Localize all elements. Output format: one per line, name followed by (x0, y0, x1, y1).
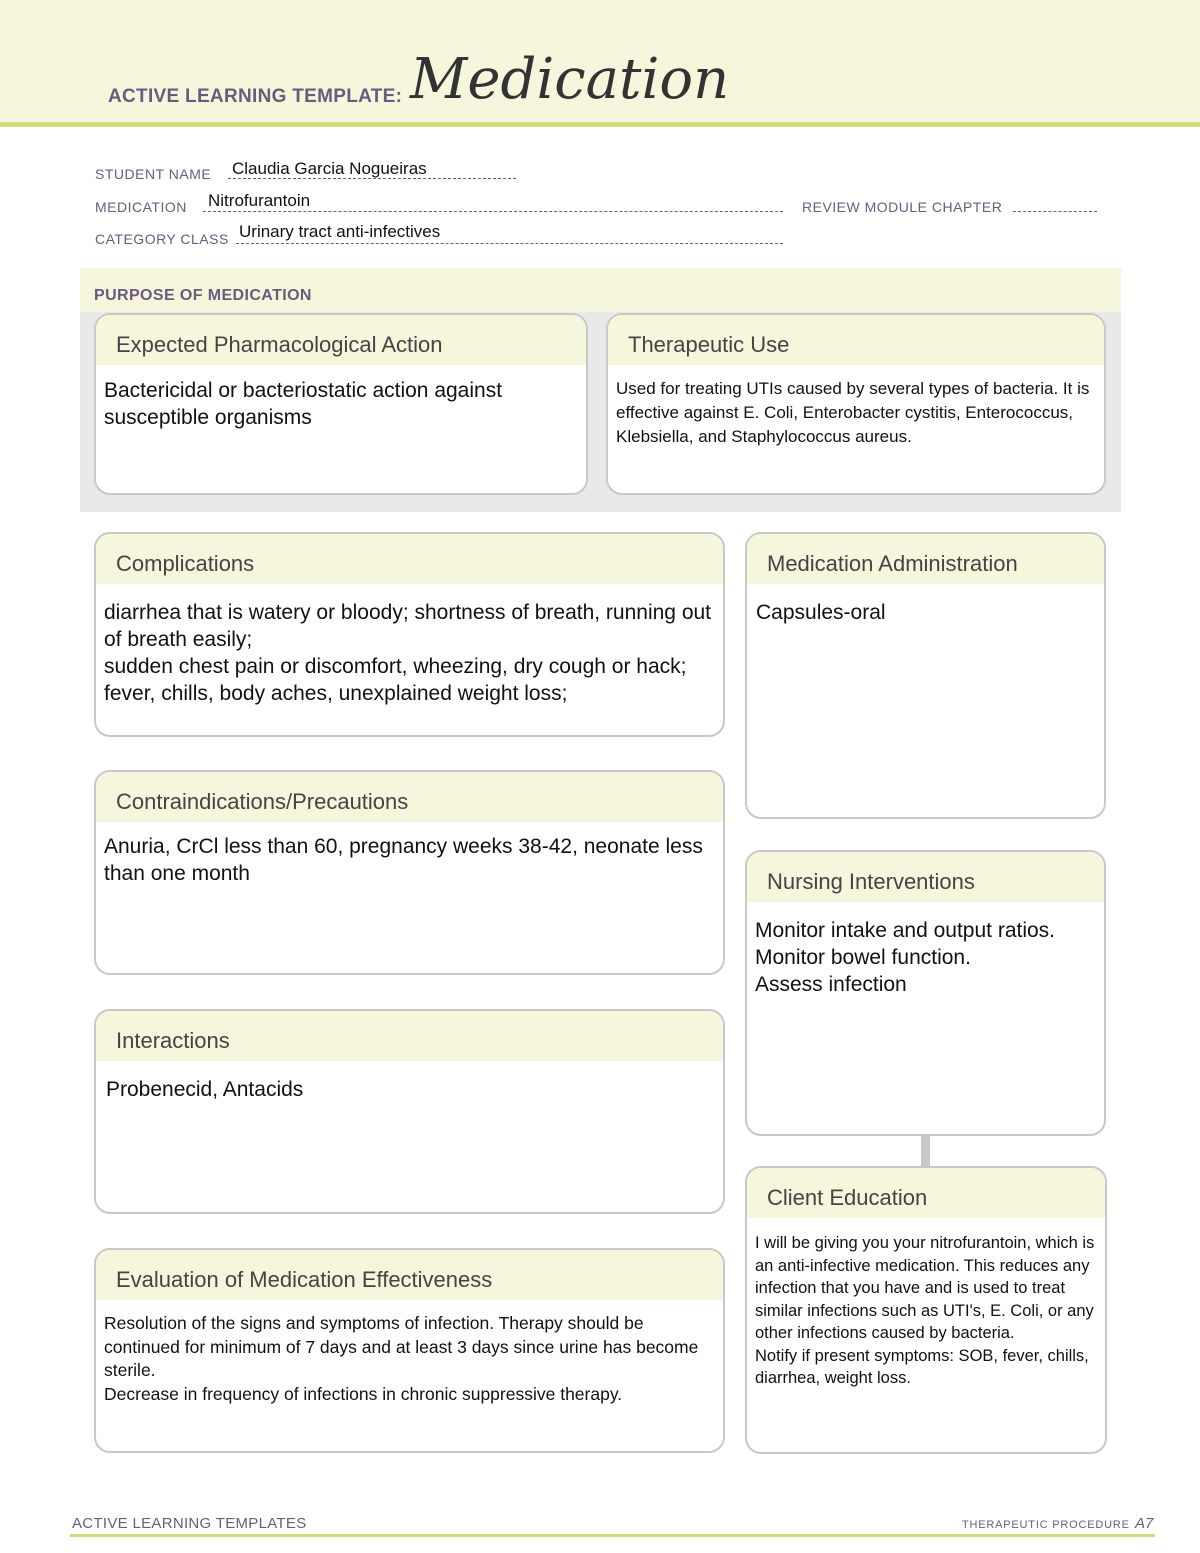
page-number: A7 (1135, 1515, 1154, 1532)
student-name-label: STUDENT NAME (95, 166, 212, 182)
expected-action-text[interactable]: Bactericidal or bacteriostatic action against susceptible organisms (104, 379, 503, 429)
nursing-education-connector (921, 1134, 930, 1168)
evaluation-text[interactable]: Resolution of the signs and symptoms of infection. Therapy should be continued for minimum of 7 days and at least 3 days since urine has become sterile. Decrease in frequency of infections in chronic suppressive therapy. (104, 1313, 699, 1404)
purpose-title: PURPOSE OF MEDICATION (94, 287, 312, 304)
review-module-label: REVIEW MODULE CHAPTER (802, 199, 1003, 215)
administration-text[interactable]: Capsules-oral (756, 601, 886, 624)
client-education-title: Client Education (747, 1168, 1105, 1220)
nursing-title: Nursing Interventions (747, 852, 1104, 904)
contraindications-text[interactable]: Anuria, CrCl less than 60, pregnancy weeks 38-42, neonate less than one month (104, 835, 703, 885)
client-education-box (745, 1166, 1107, 1454)
page-title: Medication (410, 47, 730, 112)
therapeutic-use-title: Therapeutic Use (608, 315, 1104, 367)
student-name-field[interactable]: Claudia Garcia Nogueiras (232, 159, 427, 178)
template-label: ACTIVE LEARNING TEMPLATE: (108, 86, 403, 107)
category-class-line (236, 243, 783, 244)
interactions-text[interactable]: Probenecid, Antacids (106, 1078, 304, 1101)
footer-left: ACTIVE LEARNING TEMPLATES (72, 1515, 307, 1532)
header-rule (0, 122, 1200, 127)
complications-title: Complications (96, 534, 723, 586)
evaluation-title: Evaluation of Medication Effectiveness (96, 1250, 723, 1302)
contraindications-box (94, 770, 725, 975)
medication-label: MEDICATION (95, 199, 187, 215)
therapeutic-use-text[interactable]: Used for treating UTIs caused by several types of bacteria. It is effective against E. Coli, Enterobacter cystitis, Enterococcus, Klebsiella, and Staphylococcus aureus. (616, 379, 1090, 446)
medication-field[interactable]: Nitrofurantoin (208, 191, 311, 210)
complications-box (94, 532, 725, 737)
nursing-text[interactable]: Monitor intake and output ratios. Monitor bowel function. Assess infection (755, 919, 1056, 996)
complications-text[interactable]: diarrhea that is watery or bloody; shortness of breath, running out of breath easily; sudden chest pain or discomfort, wheezing, dry cough or hack; fever, chills, body aches, unexplained weight loss; (104, 601, 712, 705)
review-module-field[interactable] (1013, 211, 1097, 212)
evaluation-box (94, 1248, 725, 1453)
therapeutic-use-box (606, 313, 1106, 495)
category-class-label: CATEGORY CLASS (95, 231, 229, 247)
expected-action-title: Expected Pharmacological Action (96, 315, 586, 367)
client-education-text[interactable]: I will be giving you your nitrofurantoin, which is an anti-infective medication. This reduces any infection that you have and is used to treat similar infections such as UTI's, E. Coli, or any other infections caused by bacteria. Notify if present symptoms: SOB, fever, chills, diarrhea, weight loss. (755, 1234, 1095, 1387)
expected-action-box (94, 313, 588, 495)
contraindications-title: Contraindications/Precautions (96, 772, 723, 824)
nursing-box (745, 850, 1106, 1136)
administration-title: Medication Administration (747, 534, 1104, 586)
footer-rule (70, 1534, 1155, 1537)
interactions-title: Interactions (96, 1011, 723, 1063)
interactions-box (94, 1009, 725, 1214)
category-class-field[interactable]: Urinary tract anti-infectives (239, 222, 441, 241)
footer-right: THERAPEUTIC PROCEDURE (962, 1519, 1130, 1531)
medication-line (203, 211, 783, 212)
administration-box (745, 532, 1106, 819)
